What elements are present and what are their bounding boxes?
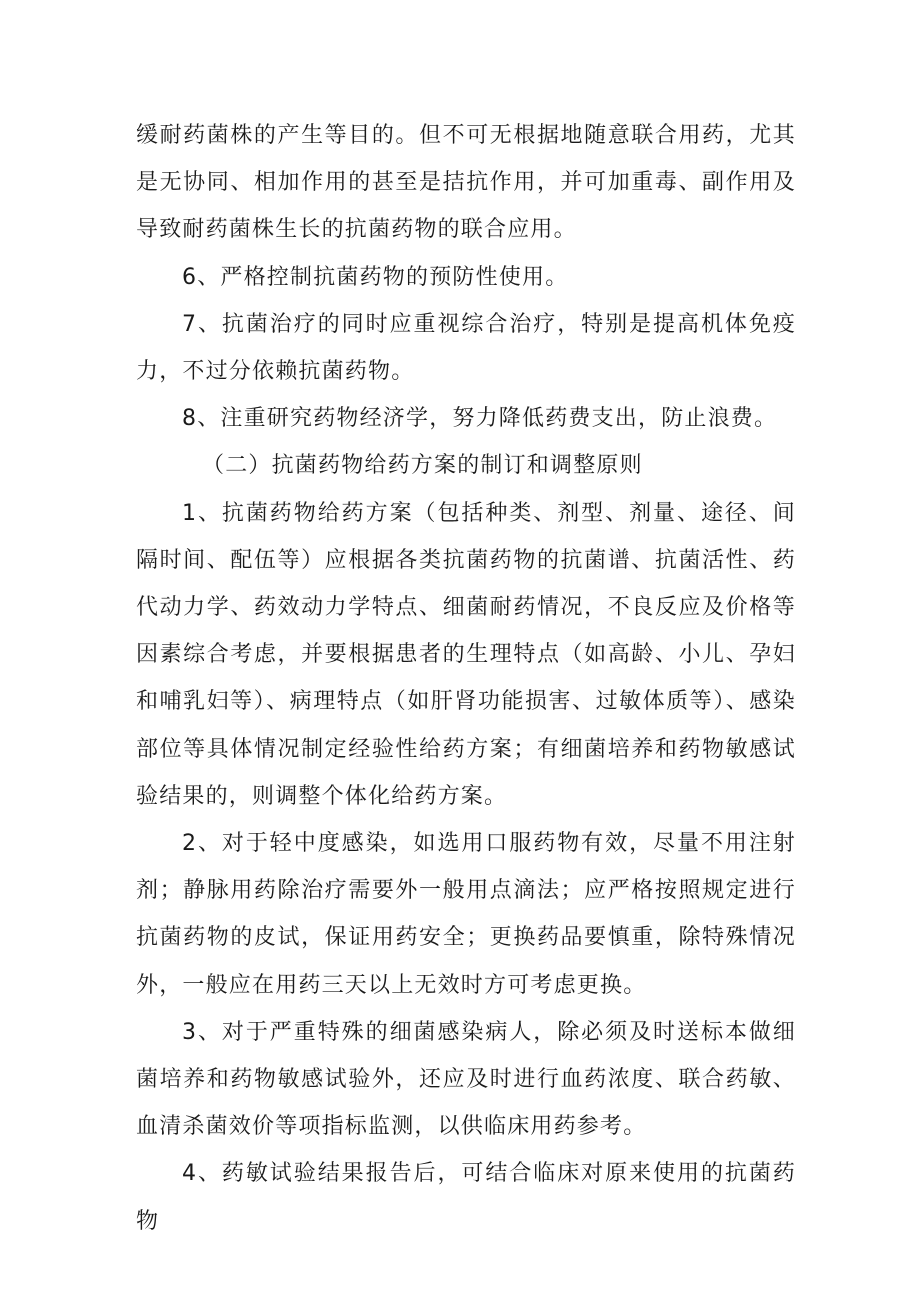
list-item-6: 6、严格控制抗菌药物的预防性使用。 [182, 264, 569, 290]
section-heading: （二）抗菌药物给药方案的制订和调整原则 [202, 453, 643, 479]
rule-paragraph-1: 1、抗菌药物给药方案（包括种类、剂型、剂量、途径、间隔时间、配伍等）应根据各类抗菌药物的抗菌谱、抗菌活性、药代动力学、药效动力学特点、细菌耐药情况，不良反应及价格等因素综合考虑，并要根据患者的生理特点（如高龄、小儿、孕妇和哺乳妇等）、病理特点（如肝肾功能损害、过敏体质等）、感染部位等具体情况制定经验性给药方案；有细菌培养和药物敏感试验结果的，则调整个体化给药方案。 [136, 500, 796, 809]
rule-paragraph-2: 2、对于轻中度感染，如选用口服药物有效，尽量不用注射剂；静脉用药除治疗需要外一般用点滴法；应严格按照规定进行抗菌药物的皮试，保证用药安全；更换药品要慎重，除特殊情况外，一般应在用药三天以上无效时方可考虑更换。 [136, 831, 796, 998]
list-item-7: 7、抗菌治疗的同时应重视综合治疗，特别是提高机体免疫力，不过分依赖抗菌药物。 [136, 311, 796, 385]
rule-paragraph-4: 4、药敏试验结果报告后，可结合临床对原来使用的抗菌药物 [136, 1161, 796, 1234]
rule-paragraph-3: 3、对于严重特殊的细菌感染病人，除必须及时送标本做细菌培养和药物敏感试验外，还应及时进行血药浓度、联合药敏、血清杀菌效价等项指标监测，以供临床用药参考。 [136, 1019, 796, 1140]
continued-paragraph: 缓耐药菌株的产生等目的。但不可无根据地随意联合用药，尤其是无协同、相加作用的甚至是拮抗作用，并可加重毒、副作用及导致耐药菌株生长的抗菌药物的联合应用。 [136, 123, 796, 243]
document-body [136, 112, 796, 1245]
list-item-8: 8、注重研究药物经济学，努力降低药费支出，防止浪费。 [182, 406, 778, 432]
